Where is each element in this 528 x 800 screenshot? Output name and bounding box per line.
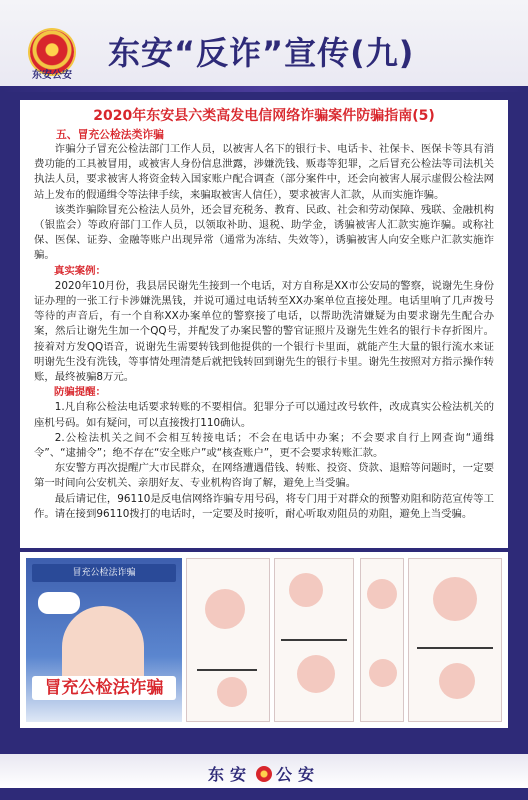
emblem-caption: 东安公安 [32, 70, 72, 81]
comic-panel-5 [408, 558, 502, 722]
footer-left-text: 东安 [207, 765, 252, 784]
section-heading: 五、冒充公检法类诈骗 [56, 128, 164, 141]
character-face-icon [433, 577, 477, 621]
comic-divider [417, 647, 493, 649]
character-face-icon [369, 659, 397, 687]
footer-right-text: 公安 [276, 765, 321, 784]
poster-panel-big-text: 冒充公检法诈骗 [32, 676, 176, 700]
tips-label: 防骗提醒： [54, 386, 106, 399]
tips-paragraph-2: 最后请记住，96110是反电信网络诈骗专用号码，将专门用于对群众的预警劝阻和防范宣传等工作。请在接到96110拨打的电话时，一定要及时接听，耐心听取劝阻员的劝阻，避免上当受骗。 [34, 492, 494, 520]
comic-divider [281, 639, 347, 641]
poster-panel-header: 冒充公检法诈骗 [32, 564, 176, 582]
character-face-icon [289, 573, 323, 607]
header-banner [0, 0, 528, 92]
comic-divider [197, 669, 257, 671]
comic-panel-4 [360, 558, 404, 722]
speech-bubble-icon [38, 592, 80, 614]
character-face-icon [439, 663, 475, 699]
footer-text [0, 762, 528, 785]
intro-paragraph-2: 该类诈骗除冒充公检法人员外，还会冒充税务、教育、民政、社会和劳动保障、残联、金融机构（银监会）等政府部门工作人员，以领取补助、退税、助学金，诱骗被害人汇款实施诈骗。或称社保、医保、证券、金融等账户出现异常（通常为冻结、失效等），诱骗被害人向安全账户汇款实施诈骗。 [34, 203, 494, 262]
character-face-icon [217, 677, 247, 707]
case-paragraph: 2020年10月份，我县居民谢先生接到一个电话，对方自称是XX市公安局的警察，说谢先生身份证办理的一张工行卡涉嫌洗黑钱，并说可通过电话转至XX办案单位直接处理。电话里响了几声拨号等待的声音后，有一个自称XX办案单位的警察接了电话，以帮助洗清嫌疑为由要求谢先生配合办案，然后让谢先生加一个QQ号，并配发了办案民警的警官证照片及谢先生姓名的银行卡存折图片。接着对方发QQ语音，说谢先生需要转钱到他提供的一个银行卡里面，就能产生大量的银行流水来证明谢先生没有洗钱，等事情处理清楚后就把钱转回到谢先生的银行卡里。谢先生按照对方指示操作转账，最终被骗8万元。 [34, 279, 494, 384]
comic-panel-2 [186, 558, 270, 722]
tips-paragraph-1: 东安警方再次提醒广大市民群众，在网络遭遇借钱、转账、投资、贷款、退赔等问题时，一定要第一时间向公安机关、亲朋好友、专业机构咨询了解，避免上当受骗。 [34, 462, 494, 490]
poster-panel [26, 558, 182, 722]
tip-item-1: 1.凡自称公检法电话要求转账的不要相信。犯罪分子可以通过改号软件，改成真实公检法机关的座机号码。如有疑问，可以直接拨打110确认。 [34, 401, 494, 429]
character-face-icon [297, 655, 335, 693]
footer-banner [0, 732, 528, 800]
comic-panel-3 [274, 558, 354, 722]
page-title: 东安“反诈”宣传(九) [108, 34, 415, 72]
intro-paragraph-1: 诈骗分子冒充公检法部门工作人员，以被害人名下的银行卡、电话卡、社保卡、医保卡等具有消费功能的工具被冒用，或被害人身份信息泄露，涉嫌洗钱、贩毒等犯罪，之后冒充公检法等司法机关执法人员，要求被害人将资金转入国家账户配合调查（部分案件中，还会向被害人展示虚假公检法网站上发布的假通缉令等法律手续，来骗取被害人信任），要求被害人汇款，从而实施诈骗。 [34, 143, 494, 201]
document-body [20, 100, 508, 548]
person-illustration-icon [62, 606, 144, 682]
comic-gallery [20, 552, 508, 728]
police-emblem-icon [256, 766, 272, 782]
character-face-icon [205, 589, 245, 629]
tip-item-2: 2.公检法机关之间不会相互转接电话；不会在电话中办案；不会要求自行上网查询“通缉令”、“逮捕令”；绝不存在“安全账户”或“核查账户”，更不会要求转账汇款。 [34, 431, 494, 460]
character-face-icon [367, 579, 397, 609]
case-label: 真实案例： [54, 264, 106, 277]
document-title: 2020年东安县六类高发电信网络诈骗案件防骗指南(5) [93, 108, 435, 124]
